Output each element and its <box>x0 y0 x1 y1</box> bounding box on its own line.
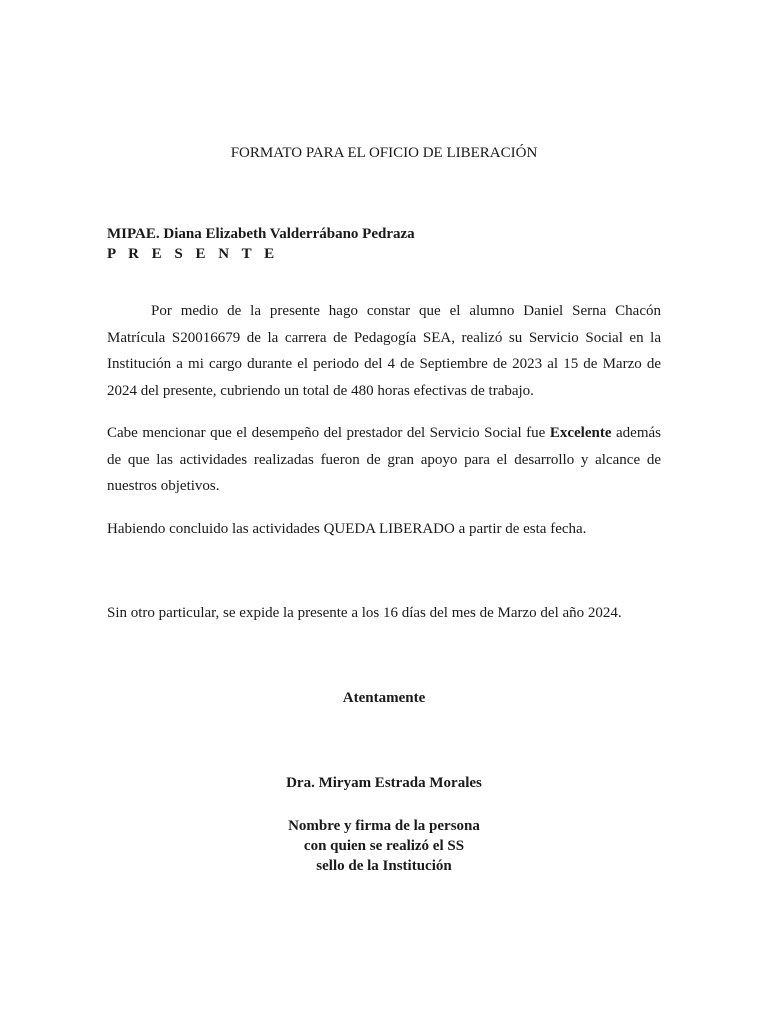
presente-label: P R E S E N T E <box>107 246 279 262</box>
addressee-name: MIPAE. Diana Elizabeth Valderrábano Pedraza <box>107 226 415 242</box>
signature-caption-line-3: sello de la Institución <box>316 858 452 874</box>
performance-rating: Excelente <box>549 425 612 441</box>
document-title: FORMATO PARA EL OFICIO DE LIBERACIÓN <box>230 145 538 161</box>
body-paragraph-issue-date: Sin otro particular, se expide la presente a los 16 días del mes de Marzo del año 2024. <box>107 605 622 621</box>
body-paragraph-performance <box>107 420 661 500</box>
performance-text-after: además de que las actividades realizadas fueron de gran apoyo para el desarrollo y alcance de nuestros objetivos. <box>107 425 661 494</box>
signature-caption-line-2: con quien se realizó el SS <box>303 838 465 854</box>
signer-name: Dra. Miryam Estrada Morales <box>286 775 482 791</box>
performance-text-before: Cabe mencionar que el desempeño del prestador del Servicio Social fue <box>107 425 550 441</box>
body-paragraph-certification: Por medio de la presente hago constar que el alumno Daniel Serna Chacón Matrícula S20016679 de la carrera de Pedagogía SEA, realizó su Servicio Social en la Institución a mi cargo durante el periodo del 4 de Septiembre de 2023 al 15 de Marzo de 2024 del presente, cubriendo un total de 480 horas efectivas de trabajo. <box>107 303 661 399</box>
signature-caption-line-1: Nombre y firma de la persona <box>288 818 480 834</box>
body-paragraph-release: Habiendo concluido las actividades QUEDA LIBERADO a partir de esta fecha. <box>107 521 587 537</box>
closing-salutation: Atentamente <box>342 690 426 706</box>
